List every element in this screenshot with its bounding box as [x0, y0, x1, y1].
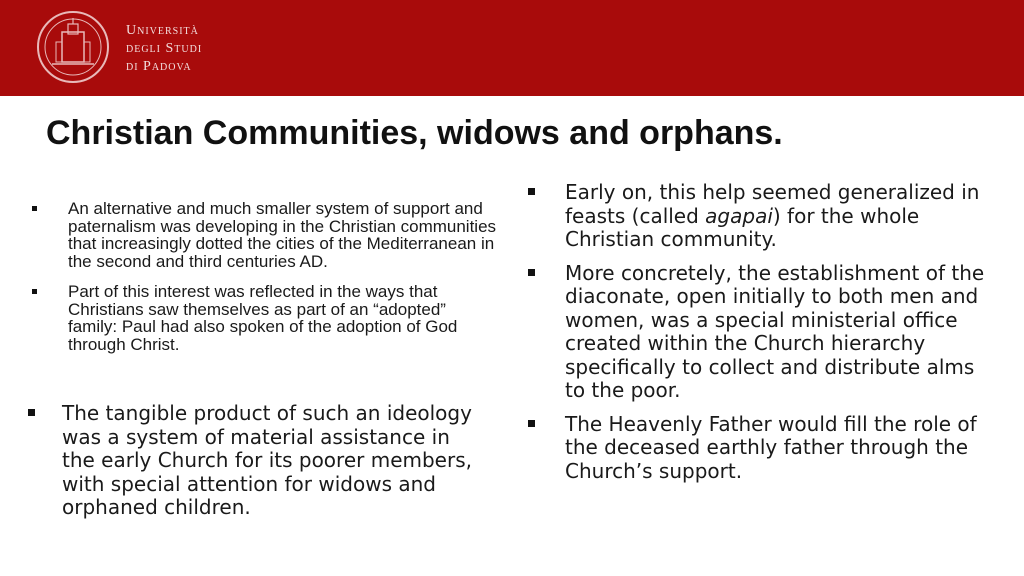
university-name-line-2: degli Studi	[126, 41, 203, 56]
square-bullet-icon	[32, 206, 37, 211]
university-name-line-1: Università	[126, 23, 199, 38]
header-band	[0, 0, 1024, 96]
right-bullet-2-text: More concretely, the establishment of the diaconate, open initially to both men and women, was a special ministerial office created within the Church hierarchy specifically to collect and distribute alms to the poor.	[565, 260, 985, 402]
right-bullet-list	[528, 181, 998, 493]
square-bullet-icon	[28, 409, 35, 416]
right-bullet-1-text-end: ) for the whole Christian community.	[565, 203, 920, 251]
left-large-bullet-list	[28, 402, 488, 520]
right-bullet-3-text: The Heavenly Father would fill the role of the deceased earthly father through the Church’s support.	[565, 411, 977, 483]
left-large-bullet	[28, 402, 488, 520]
university-name-line-3: di Padova	[126, 59, 192, 74]
left-small-bullet-2-text: Part of this interest was reflected in the ways that Christians saw themselves as part of an “adopted” family: Paul had also spoken of the adoption of God through Christ.	[68, 282, 458, 354]
square-bullet-icon	[32, 289, 37, 294]
university-name	[126, 22, 202, 76]
square-bullet-icon	[528, 269, 535, 276]
slide-title: Christian Communities, widows and orphans.	[46, 114, 783, 152]
right-bullet-1-text-start: Early on, this help seemed generalized in feasts (called	[565, 180, 980, 228]
left-large-bullet-text: The tangible product of such an ideology was a system of material assistance in the early Church for its poorer members, with special attention for widows and orphaned children.	[62, 401, 472, 519]
right-bullet-1	[528, 181, 998, 252]
university-seal-icon	[36, 10, 110, 84]
left-small-bullet-list	[30, 200, 498, 366]
left-small-bullet-1-text: An alternative and much smaller system of support and paternalism was developing in the Christian communities that increasingly dotted the cities of the Mediterranean in the second and third centuries AD.	[68, 199, 497, 271]
right-bullet-1-italic-term: agapai	[705, 203, 773, 228]
square-bullet-icon	[528, 188, 535, 195]
right-bullet-3	[528, 413, 998, 484]
square-bullet-icon	[528, 420, 535, 427]
left-small-bullet-2	[30, 283, 498, 353]
right-bullet-2	[528, 262, 998, 403]
left-small-bullet-1	[30, 200, 498, 270]
